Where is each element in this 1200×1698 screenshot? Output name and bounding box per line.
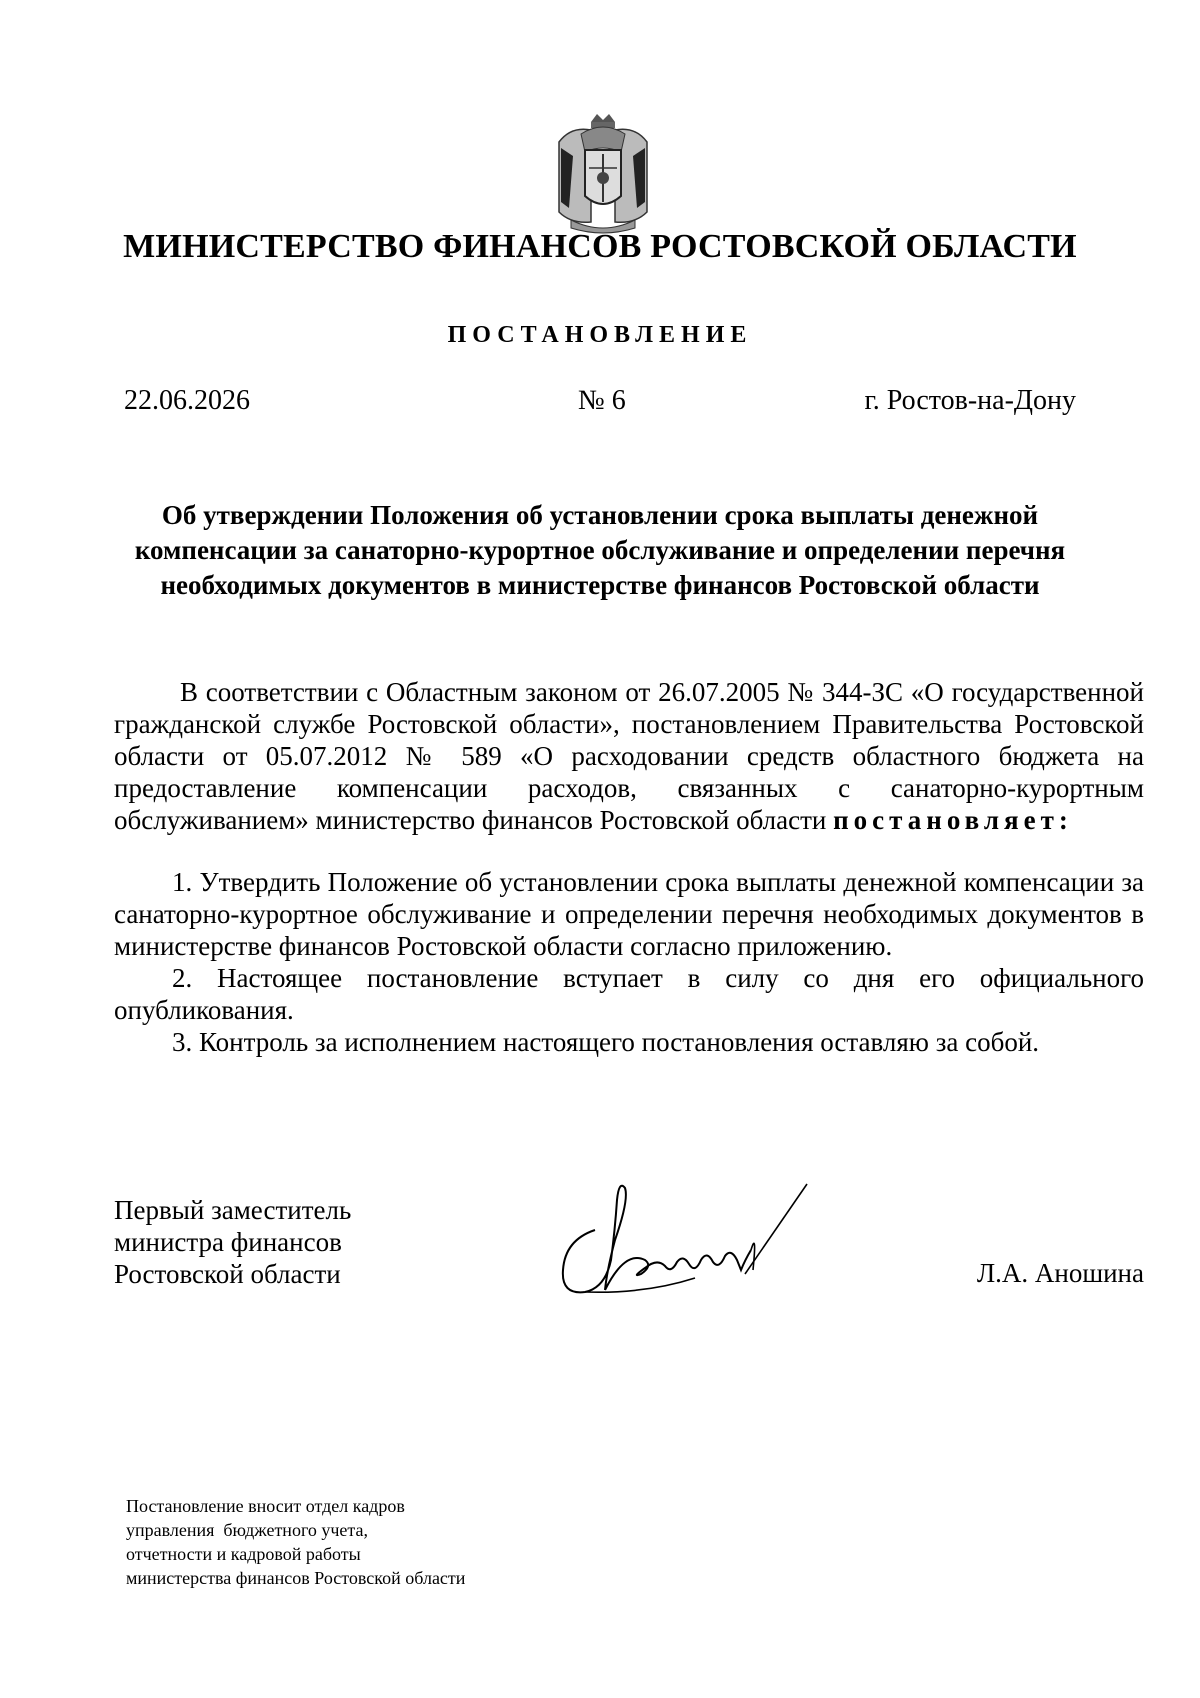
position-line: Ростовской области (114, 1259, 341, 1289)
footer-line: отчетности и кадровой работы (126, 1544, 361, 1564)
document-title (110, 498, 1090, 603)
handwritten-signature (545, 1170, 845, 1320)
title-line: компенсации за санаторно-курортное обслуживание и определении перечня (134, 535, 1066, 565)
document-footer (126, 1494, 465, 1590)
document-date: 22.06.2026 (124, 385, 250, 416)
document-body (114, 676, 1144, 1058)
title-line: необходимых документов в министерстве финансов Ростовской области (160, 570, 1040, 600)
document-type: ПОСТАНОВЛЕНИЕ (447, 322, 753, 348)
resolves-word: постановляет: (833, 805, 1073, 835)
list-item: 1. Утвердить Положение об установлении срока выплаты денежной компенсации за санаторно-курортное обслуживание и определении перечня необходимых документов в министерстве финансов Ростовской области согласно приложению. (114, 867, 1144, 961)
footer-line: министерства финансов Ростовской области (126, 1568, 466, 1588)
position-line: министра финансов (114, 1227, 342, 1257)
ministry-name: МИНИСТЕРСТВО ФИНАНСОВ РОСТОВСКОЙ ОБЛАСТИ (123, 228, 1077, 265)
title-line: Об утверждении Положения об установлении срока выплаты денежной (161, 500, 1039, 530)
position-line: Первый заместитель (114, 1195, 352, 1225)
coat-of-arms-icon (551, 112, 655, 236)
document-number: № 6 (578, 385, 626, 416)
preamble-paragraph (114, 676, 1144, 836)
footer-line: управления бюджетного учета, (126, 1520, 368, 1540)
footer-line: Постановление вносит отдел кадров (126, 1496, 405, 1516)
document-city: г. Ростов-на-Дону (864, 385, 1076, 416)
preamble-text: В соответствии с Областным законом от 26.07.2005 № 344-ЗС «О государственной гражданской службе Ростовской области», постановлением Правительства Ростовской области от 05.07.2012 № 589 «О расходовании средств областного бюджета на предоставление компенсации расходов, связанных с санаторно-курортным обслуживанием» министерство финансов Ростовской области (114, 677, 1144, 835)
signatory-position (114, 1194, 351, 1290)
list-item: 3. Контроль за исполнением настоящего постановления оставляю за собой. (172, 1027, 1040, 1057)
signatory-name: Л.А. Аношина (976, 1258, 1144, 1288)
list-item: 2. Настоящее постановление вступает в силу со дня его официального опубликования. (114, 963, 1144, 1025)
